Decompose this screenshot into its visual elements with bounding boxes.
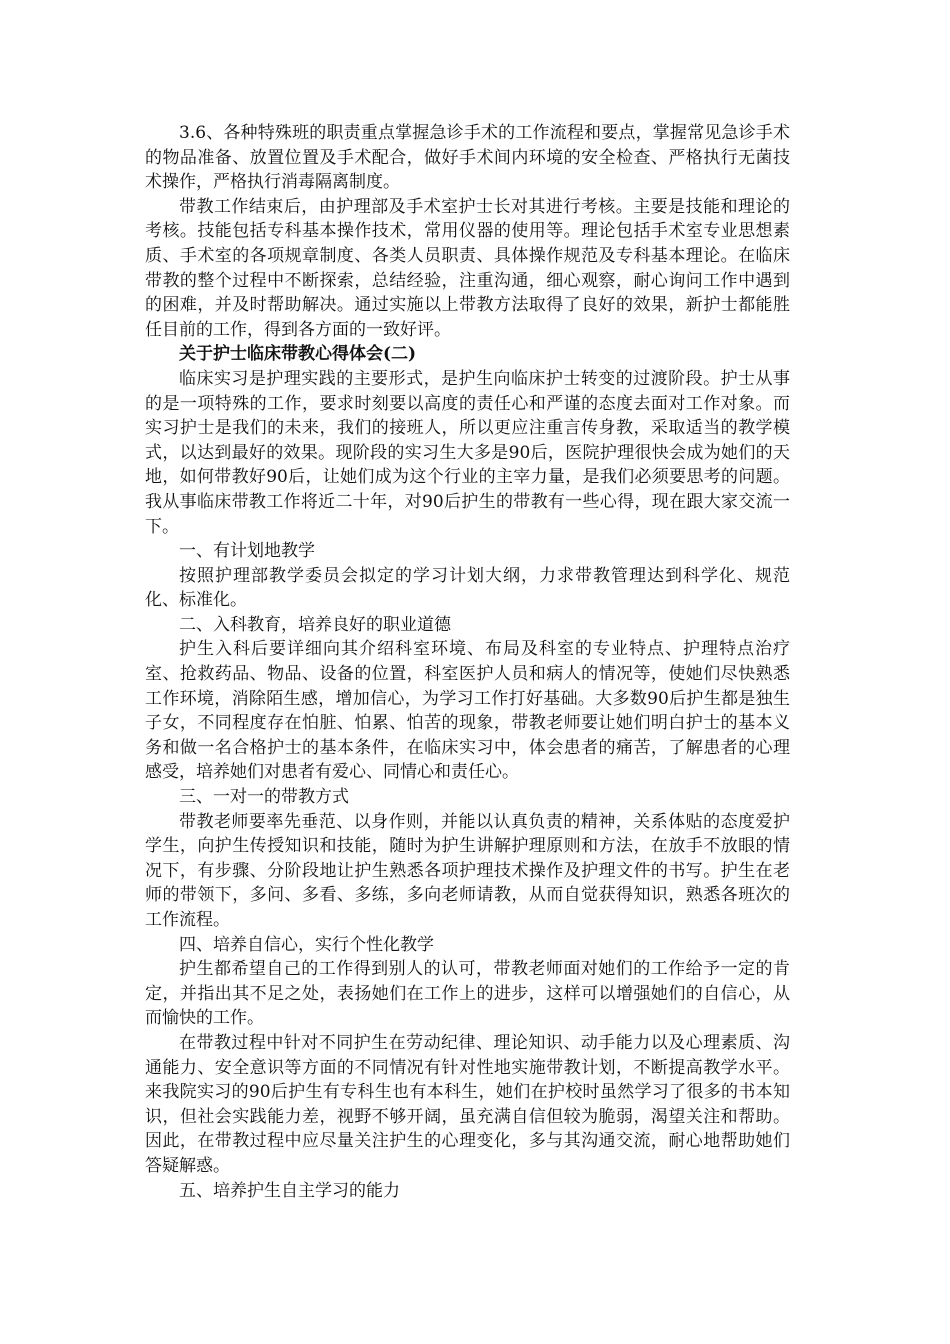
heading-one-on-one: 三、一对一的带教方式	[179, 787, 349, 808]
paragraph-individualized-teaching: 在带教过程中针对不同护生在劳动纪律、理论知识、动手能力以及心理素质、沟通能力、安全意识等方面的不同情况有针对性地实施带教计划，不断提高教学水平。来我院实习的90后护生有专科生也有本科生，她们在护校时虽然学习了很多的书本知识，但社会实践能力差，视野不够开阔，虽充满自信但较为脆弱，渴望关注和帮助。因此，在带教过程中应尽量关注护生的心理变化，多与其沟通交流，耐心地帮助她们答疑解惑。	[145, 1032, 790, 1176]
paragraph-confidence: 护生都希望自己的工作得到别人的认可，带教老师面对她们的工作给予一定的肯定，并指出其不足之处，表扬她们在工作上的进步，这样可以增强她们的自信心，从而愉快的工作。	[145, 959, 790, 1029]
paragraph-one-on-one: 带教老师要率先垂范、以身作则，并能以认真负责的精神，关系体贴的态度爱护学生，向护生传授知识和技能，随时为护生讲解护理原则和方法，在放手不放眼的情况下，有步骤、分阶段地让护生熟悉各项护理技术操作及护理文件的书写。护生在老师的带领下，多问、多看、多练，多向老师请教，从而自觉获得知识，熟悉各班次的工作流程。	[145, 811, 790, 930]
document-body	[145, 121, 790, 1203]
heading-planned-teaching: 一、有计划地教学	[179, 541, 315, 562]
paragraph-special-shift-duties: 3.6、各种特殊班的职责重点掌握急诊手术的工作流程和要点，掌握常见急诊手术的物品准备、放置位置及手术配合，做好手术间内环境的安全检查、严格执行无菌技术操作，严格执行消毒隔离制度。	[145, 123, 790, 193]
paragraph-department-education: 护生入科后要详细向其介绍科室环境、布局及科室的专业特点、护理特点治疗室、抢救药品、物品、设备的位置，科室医护人员和病人的情况等，使她们尽快熟悉工作环境，消除陌生感，增加信心，为学习工作打好基础。大多数90后护生都是独生子女，不同程度存在怕脏、怕累、怕苦的现象，带教老师要让她们明白护士的基本义务和做一名合格护士的基本条件，在临床实习中，体会患者的痛苦，了解患者的心理感受，培养她们对患者有爱心、同情心和责任心。	[145, 639, 790, 783]
paragraph-assessment: 带教工作结束后，由护理部及手术室护士长对其进行考核。主要是技能和理论的考核。技能包括专科基本操作技术，常用仪器的使用等。理论包括手术室专业思想素质、手术室的各项规章制度、各类人员职责、具体操作规范及专科基本理论。在临床带教的整个过程中不断探索，总结经验，注重沟通，细心观察，耐心询问工作中遇到的困难，并及时帮助解决。通过实施以上带教方法取得了良好的效果，新护士都能胜任目前的工作，得到各方面的一致好评。	[145, 196, 790, 340]
heading-confidence: 四、培养自信心，实行个性化教学	[179, 934, 434, 955]
heading-department-education: 二、入科教育，培养良好的职业道德	[179, 614, 451, 635]
section-title: 关于护士临床带教心得体会(二)	[179, 344, 417, 365]
heading-self-learning: 五、培养护生自主学习的能力	[179, 1180, 400, 1201]
paragraph-planned-teaching: 按照护理部教学委员会拟定的学习计划大纲，力求带教管理达到科学化、规范化、标准化。	[145, 565, 790, 611]
paragraph-introduction: 临床实习是护理实践的主要形式，是护生向临床护士转变的过渡阶段。护士从事的是一项特殊的工作，要求时刻要以高度的责任心和严谨的态度去面对工作对象。而实习护士是我们的未来，我们的接班人，所以更应注重言传身教，采取适当的教学模式，以达到最好的效果。现阶段的实习生大多是90后，医院护理很快会成为她们的天地，如何带教好90后，让她们成为这个行业的主宰力量，是我们必须要思考的问题。我从事临床带教工作将近二十年，对90后护生的带教有一些心得，现在跟大家交流一下。	[145, 368, 790, 537]
